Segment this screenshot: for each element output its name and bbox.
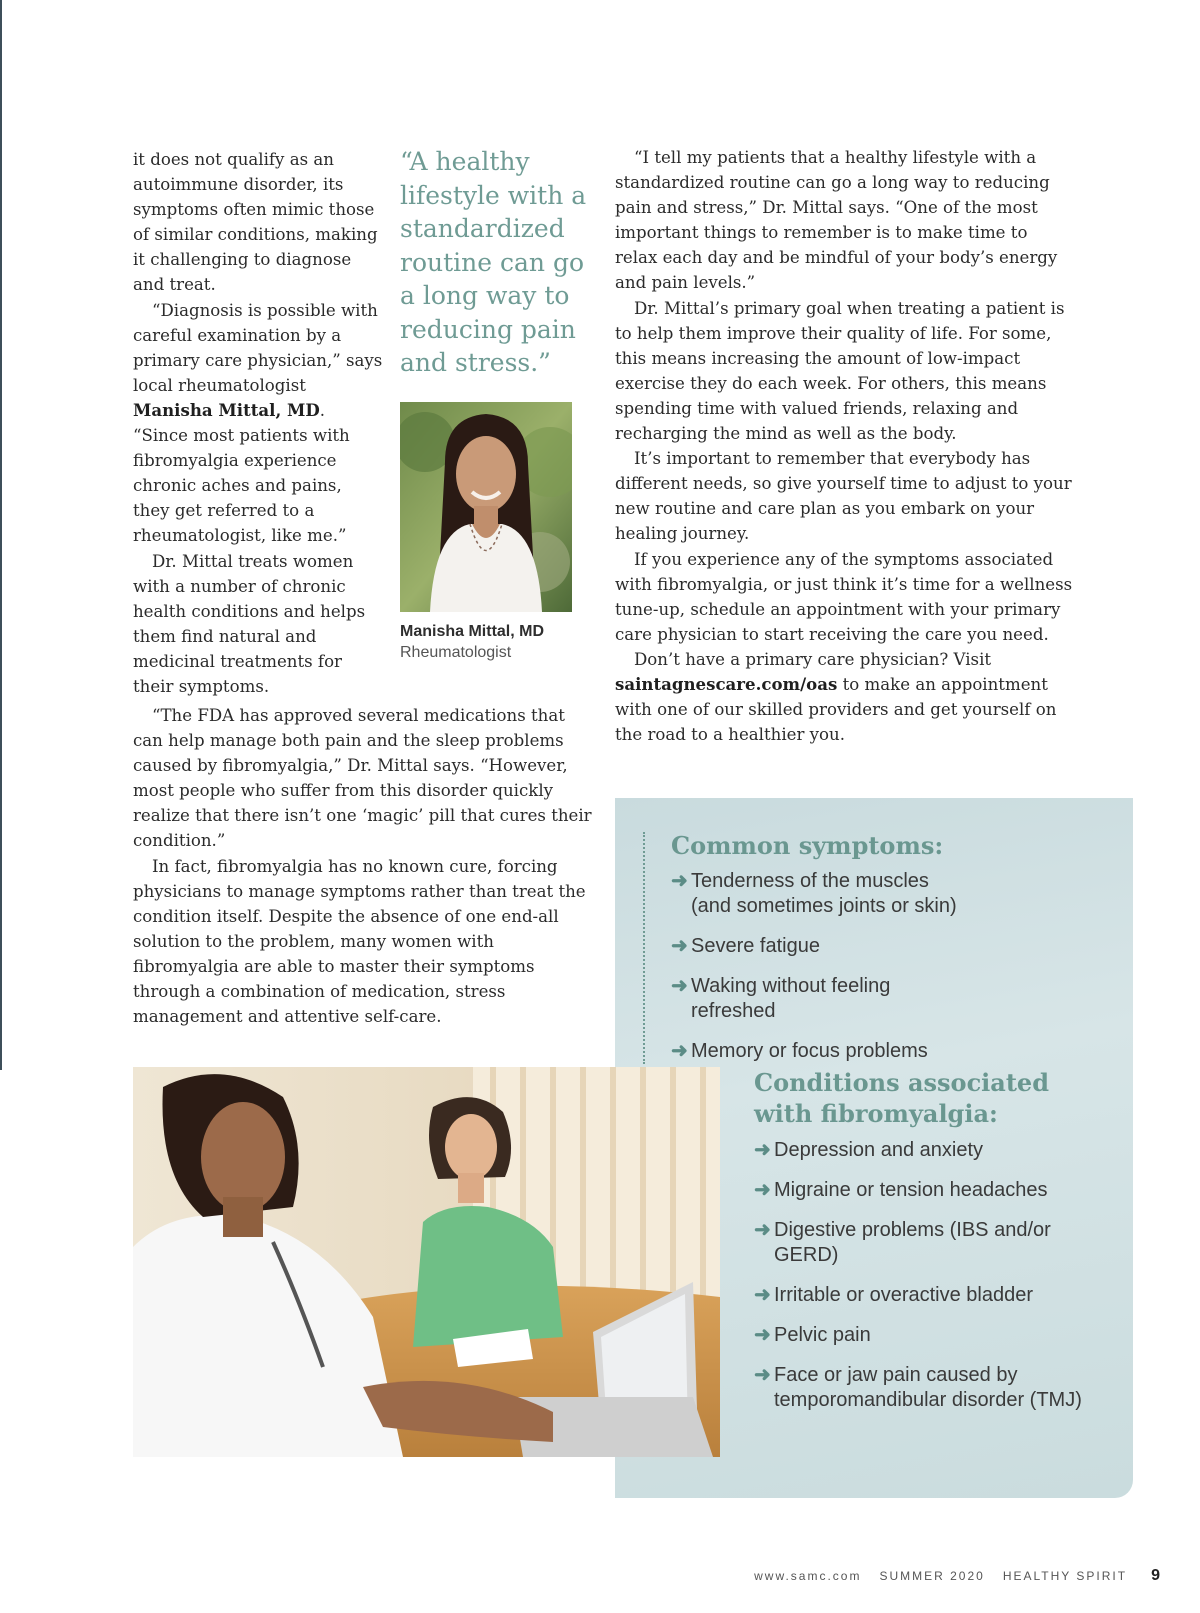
arrow-right-icon: ➜ (754, 1284, 771, 1306)
list-item: ➜ Tenderness of the muscles (and sometimes joints or skin) (671, 870, 957, 917)
symptoms-list (671, 869, 971, 1079)
dotted-divider (643, 832, 645, 1064)
doctor-portrait-photo (400, 402, 572, 612)
page-edge-line (0, 0, 2, 1070)
list-item: ➜ Face or jaw pain caused by temporomandibular disorder (TMJ) (754, 1364, 1082, 1411)
arrow-right-icon: ➜ (754, 1139, 771, 1161)
website-link[interactable]: saintagnescare.com/oas (615, 673, 838, 694)
pull-quote: “A healthy lifestyle with a standardized routine can go a long way to reducing pain and stress.” (400, 147, 587, 377)
list-item: ➜ Digestive problems (IBS and/or GERD) (754, 1219, 1051, 1266)
list-item: ➜ Migraine or tension headaches (754, 1179, 1048, 1201)
article-paragraph: “Diagnosis is possible with careful examination by a primary care physician,” says local rheumatologist Manisha Mittal, MD. “Since most patients with fibromyalgia experience chronic aches and pains, they get referred to a rheumatologist, like me.” (133, 300, 383, 546)
page-number: 9 (1151, 1567, 1160, 1584)
list-item: ➜ Depression and anxiety (754, 1139, 984, 1161)
list-item: ➜ Irritable or overactive bladder (754, 1284, 1034, 1306)
article-column-right (615, 145, 1075, 747)
footer-magazine: HEALTHY SPIRIT (1002, 1569, 1128, 1583)
article-column-wide (133, 703, 595, 1029)
arrow-right-icon: ➜ (754, 1364, 771, 1386)
arrow-right-icon: ➜ (671, 935, 688, 957)
arrow-right-icon: ➜ (671, 975, 688, 997)
article-paragraph: In fact, fibromyalgia has no known cure, forcing physicians to manage symptoms rather than treat the condition itself. Despite the absence of one end-all solution to the problem, many women with fibromyalgia are able to master their symptoms through a combination of medication, stress management and attentive self-care. (133, 856, 586, 1027)
portrait-caption-role: Rheumatologist (400, 644, 512, 661)
symptoms-heading: Common symptoms: (671, 831, 944, 860)
arrow-right-icon: ➜ (671, 870, 688, 892)
article-paragraph: “The FDA has approved several medications that can help manage both pain and the sleep problems caused by fibromyalgia,” Dr. Mittal says. “However, most people who suffer from this disorder quickly realize that there isn’t one ‘magic’ pill that cures their condition.” (133, 706, 592, 851)
list-item: ➜ Severe fatigue (671, 935, 820, 957)
arrow-right-icon: ➜ (671, 1040, 688, 1062)
doctor-name-bold: Manisha Mittal, MD (133, 399, 320, 420)
article-paragraph: Dr. Mittal treats women with a number of chronic health conditions and helps them find natural and medicinal treatments for their symptoms. (133, 551, 366, 696)
doctor-patient-photo (133, 1067, 720, 1457)
conditions-list (754, 1138, 1094, 1428)
list-item: ➜ Pelvic pain (754, 1324, 871, 1346)
arrow-right-icon: ➜ (754, 1324, 771, 1346)
arrow-right-icon: ➜ (754, 1179, 771, 1201)
article-column-narrow (133, 147, 383, 699)
article-paragraph: It’s important to remember that everybody has different needs, so give yourself time to adjust to your new routine and care plan as you embark on your healing journey. (615, 449, 1072, 544)
article-paragraph: it does not qualify as an autoimmune disorder, its symptoms often mimic those of similar conditions, making it challenging to diagnose and treat. (133, 150, 378, 295)
article-paragraph: Dr. Mittal’s primary goal when treating a patient is to help them improve their quality of life. For some, this means increasing the amount of low-impact exercise they do each week. For others, this means spending time with valued friends, relaxing and recharging the mind as well as the body. (615, 298, 1065, 444)
arrow-right-icon: ➜ (754, 1219, 771, 1241)
footer-issue: SUMMER 2020 (879, 1569, 985, 1583)
portrait-caption-name: Manisha Mittal, MD (400, 623, 545, 640)
footer-url[interactable]: www.samc.com (754, 1569, 862, 1583)
article-paragraph: Don’t have a primary care physician? Visit saintagnescare.com/oas to make an appointment with one of our skilled providers and get yourself on the road to a healthier you. (615, 649, 1057, 745)
article-paragraph: If you experience any of the symptoms associated with fibromyalgia, or just think it’s time for a wellness tune-up, schedule an appointment with your primary care physician to start receiving the care you need. (615, 549, 1073, 644)
list-item: ➜ Memory or focus problems (671, 1040, 928, 1062)
article-paragraph: “I tell my patients that a healthy lifestyle with a standardized routine can go a long way to reducing pain and stress,” Dr. Mittal says. “One of the most important things to remember is to make time to relax each day and be mindful of your body’s energy and pain levels.” (615, 148, 1058, 293)
conditions-heading: Conditions associated with fibromyalgia: (754, 1068, 1049, 1128)
list-item: ➜ Waking without feeling refreshed (671, 975, 891, 1022)
page-footer (754, 1566, 1160, 1586)
